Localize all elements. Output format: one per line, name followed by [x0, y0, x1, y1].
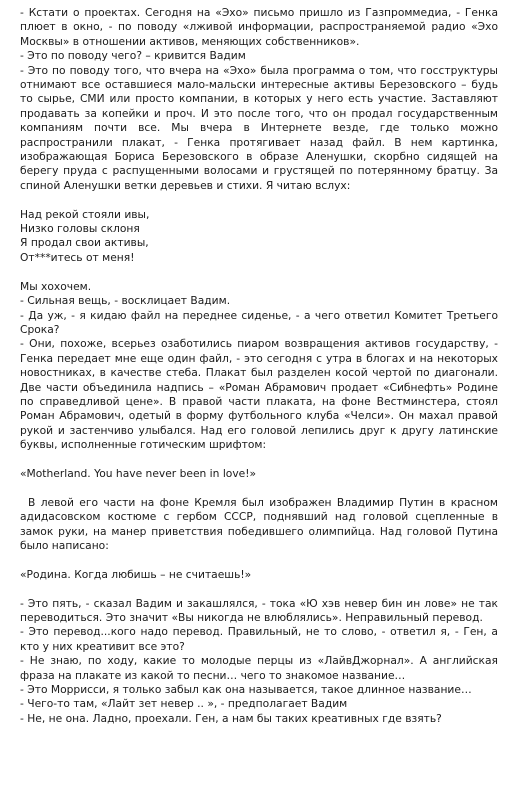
- paragraph: - Это по поводу чего? – кривится Вадим: [20, 49, 246, 63]
- quote-english: «Motherland. You have never been in love!»: [20, 466, 257, 480]
- paragraph: - Не знаю, по ходу, какие то молодые перцы из «ЛайвДжорнал». А английская фраза на плакате из какой то песни… чего то знакомое название…: [20, 654, 498, 682]
- paragraph: - Не, не она. Ладно, проехали. Ген, а нам бы таких креативных где взять?: [20, 711, 442, 725]
- blank-line: [20, 265, 498, 279]
- paragraph: - Это Моррисси, я только забыл как она называется, такое длинное название…: [20, 683, 472, 696]
- paragraph: - Чего-то там, «Лайт зет невер .. », - предполагает Вадим: [20, 697, 348, 711]
- verse-line: От***итесь от меня!: [20, 250, 135, 264]
- paragraph: - Кстати о проектах. Сегодня на «Эхо» письмо пришло из Газпроммедиа, - Генка плюет в окно, - по поводу «лживой информации, распространяемой радио «Эхо Москвы» в отношении активов, меняющих собственников».: [20, 6, 498, 48]
- verse-line: Низко головы склоня: [20, 222, 140, 236]
- paragraph: - Это по поводу того, что вчера на «Эхо» была программа о том, что госструктуры отнимают все оставшиеся мало-мальски интересные активы Березовского – будь то сырье, СМИ или просто компании, в которых у него есть участие. Заставляют продавать за копейки и проч. И это после того, что он продал государственным компаниям почти все. Мы вчера в Интернете везде, где только можно распространили плакат, - Генка протягивает назад файл. В нем картинка, изображающая Бориса Березовского в образе Аленушки, скорбно сидящей на берегу пруда с распущенными волосами и грустящей по потерянному братцу. За спиной Аленушки ветки деревьев и стихи. Я читаю вслух:: [20, 63, 498, 192]
- verse-block: [20, 208, 498, 266]
- verse-line: Над рекой стояли ивы,: [20, 207, 150, 221]
- verse-line: Я продал свои активы,: [20, 236, 149, 250]
- paragraph: - Сильная вещь, - восклицает Вадим.: [20, 294, 231, 308]
- quote-russian: «Родина. Когда любишь – не считаешь!»: [20, 567, 252, 581]
- blank-line: [20, 481, 498, 495]
- paragraph: Мы хохочем.: [20, 279, 92, 293]
- paragraph: - Это пять, - сказал Вадим и закашлялся, - тока «Ю хэв невер бин ин лове» не так переводиться. Это значит «Вы никогда не влюблялись». Неправильный перевод.: [20, 596, 498, 624]
- blank-line: [20, 193, 498, 207]
- paragraph: - Да уж, - я кидаю файл на переднее сиденье, - а чего ответил Комитет Третьего Срока?: [20, 308, 498, 336]
- blank-line: [20, 553, 498, 567]
- blank-line: [20, 453, 498, 467]
- paragraph: В левой его части на фоне Кремля был изображен Владимир Путин в красном адидасовском костюме с гербом СССР, поднявший над головой сцепленные в замок руки, на манер приветствия победившего олимпийца. Над головой Путина было написано:: [20, 495, 498, 552]
- blank-line: [20, 582, 498, 596]
- paragraph: - Они, похоже, всерьез озаботились пиаром возвращения активов государству, - Генка передает мне еще один файл, - это сегодня с утра в блогах и на некоторых новостниках, в качестве стеба. Плакат был разделен косой чертой по диагонали. Две части объединила надпись – «Роман Абрамович продает «Сибнефть» Родине по справедливой цене». В правой части плаката, на фоне Вестминстера, стоял Роман Абрамович, одетый в форму футбольного клуба «Челси». Он махал правой рукой и застенчиво улыбался. Над его головой лепились друг к другу латинские буквы, исполненные готическим шрифтом:: [20, 337, 498, 452]
- paragraph: - Это перевод...кого надо перевод. Правильный, не то слово, - ответил я, - Ген, а кто у них креативит все это?: [20, 625, 498, 653]
